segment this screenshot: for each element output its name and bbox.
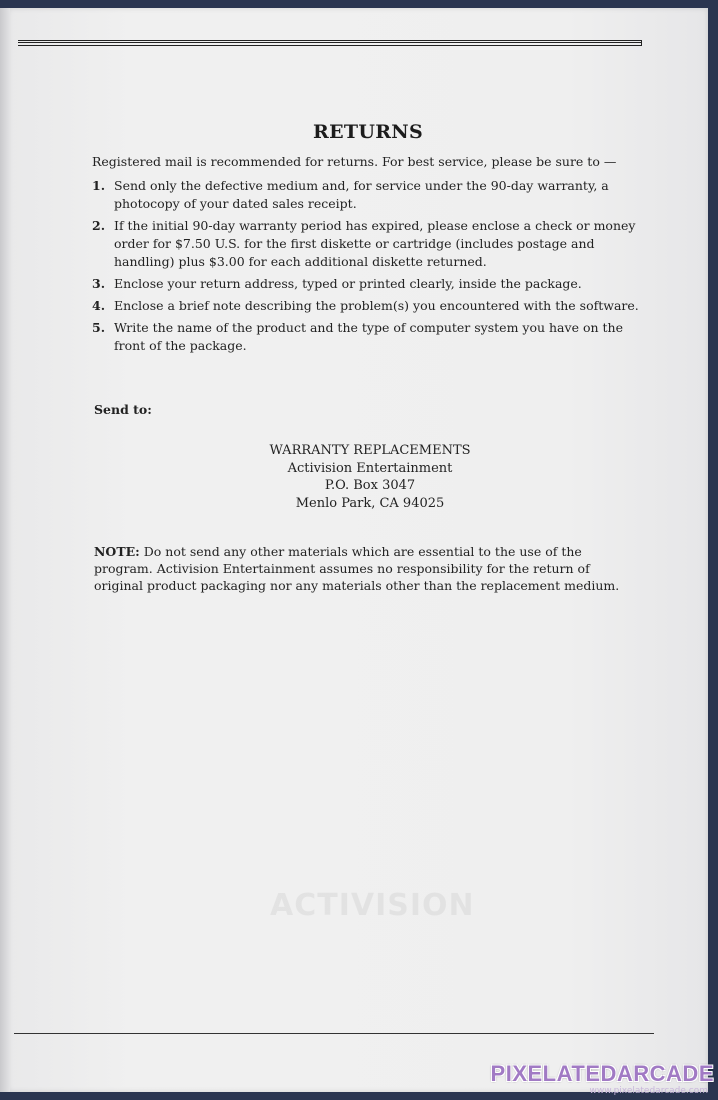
faint-logo-watermark: ACTIVISION (270, 888, 475, 923)
mailing-address (220, 442, 520, 512)
item-text: If the initial 90-day warranty period has expired, please enclose a check or money order for $7.50 U.S. for the first diskette or cartridge (includes postage and handling) plus $3.00 for each additional diskette returned. (114, 218, 636, 269)
list-item (92, 217, 642, 271)
address-line: Menlo Park, CA 94025 (295, 495, 445, 511)
note-text: Do not send any other materials which are essential to the use of the program. Activision Entertainment assumes no responsibility for the return of original product packaging nor any materials other than the replacement medium. (94, 544, 620, 593)
binding-edge (0, 8, 10, 1092)
note-label: NOTE: (94, 544, 140, 559)
item-number: 1. (92, 178, 106, 193)
list-item (92, 319, 642, 355)
brand-logo: PIXELATEDARCADE (490, 1061, 714, 1086)
list-item (92, 177, 642, 213)
brand-url: www.pixelatedarcade.com (589, 1086, 708, 1096)
intro-text: Registered mail is recommended for returns. For best service, please be sure to — (92, 154, 617, 169)
item-text: Enclose a brief note describing the problem(s) you encountered with the software. (114, 298, 639, 313)
item-number: 2. (92, 218, 106, 233)
item-text: Enclose your return address, typed or printed clearly, inside the package. (114, 276, 582, 291)
list-item (92, 275, 642, 293)
list-item (92, 297, 642, 315)
item-text: Write the name of the product and the type of computer system you have on the front of the package. (114, 320, 623, 353)
item-number: 4. (92, 298, 106, 313)
item-number: 3. (92, 276, 106, 291)
top-rule (18, 40, 642, 46)
address-line: WARRANTY REPLACEMENTS (269, 443, 471, 458)
note-paragraph (94, 543, 642, 594)
item-number: 5. (92, 320, 106, 335)
address-line: P.O. Box 3047 (324, 478, 416, 493)
page-title: RETURNS (313, 121, 423, 143)
instruction-list (92, 177, 642, 359)
address-line: Activision Entertainment (287, 460, 453, 476)
bottom-rule (14, 1033, 654, 1034)
item-text: Send only the defective medium and, for service under the 90-day warranty, a photocopy of your dated sales receipt. (114, 178, 609, 211)
send-to-label: Send to: (94, 402, 152, 417)
